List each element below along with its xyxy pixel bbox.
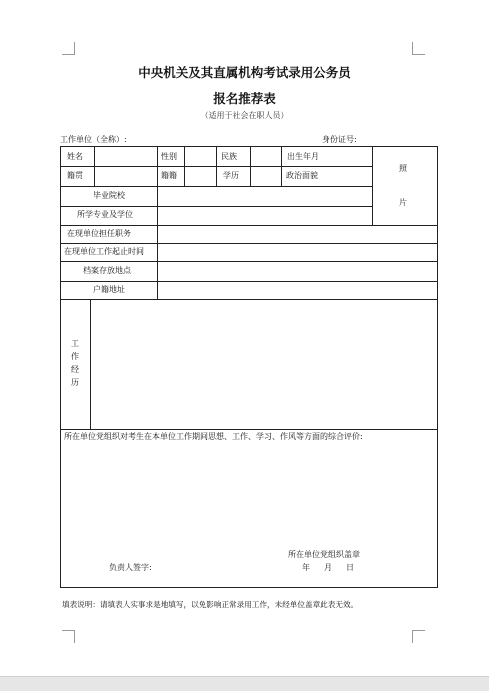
political-status-label: 政治面貌 [286, 171, 318, 180]
evaluation-prompt: 所在单位党组织对考生在本单位工作期间思想、工作、学习、作风等方面的综合评价: [64, 432, 363, 441]
native-place-label: 籍贯 [67, 171, 83, 180]
work-unit-label: 工作单位（全称）: [60, 135, 127, 144]
crop-mark-top-left [62, 42, 75, 55]
photo-label-bottom: 片 [399, 198, 407, 207]
ethnicity-label: 民族 [221, 152, 237, 161]
applicability-note: （适用于社会在职人员） [200, 111, 289, 120]
id-number-label: 身份证号: [322, 135, 357, 144]
document-title: 中央机关及其直属机构考试录用公务员 [138, 65, 351, 80]
major-degree-label: 所学专业及学位 [77, 210, 133, 219]
crop-mark-bottom-left [62, 630, 75, 643]
household-address-label: 户籍地址 [93, 285, 125, 294]
birth-date-label: 出生年月 [287, 152, 319, 161]
work-experience-label: 工作经历 [71, 339, 79, 387]
date-day-label: 日 [346, 563, 354, 572]
crop-mark-bottom-right [412, 630, 425, 643]
document-subtitle: 报名推荐表 [213, 91, 276, 106]
page-separator [0, 676, 489, 691]
graduated-school-label: 毕业院校 [93, 191, 125, 200]
person-signature-label: 负责人签字: [109, 563, 152, 572]
household-registry-label: 籍籍 [161, 171, 177, 180]
photo-label-top: 照 [399, 164, 407, 173]
date-year-label: 年 [302, 563, 310, 572]
form-instructions: 填表说明：请填表人实事求是地填写，以免影响正常录用工作，未经单位盖章此表无效。 [62, 600, 359, 609]
education-label: 学历 [223, 171, 239, 180]
org-seal-label: 所在单位党组织盖章 [288, 550, 360, 559]
archive-location-label: 档案存放地点 [83, 266, 131, 275]
date-month-label: 月 [324, 563, 332, 572]
registration-form-table [60, 146, 438, 588]
crop-mark-top-right [412, 42, 425, 55]
current-period-label: 在现单位工作起止时间 [64, 247, 144, 256]
gender-label: 性别 [161, 152, 177, 161]
name-label: 姓名 [67, 152, 83, 161]
current-post-label: 在现单位担任职务 [67, 229, 131, 238]
